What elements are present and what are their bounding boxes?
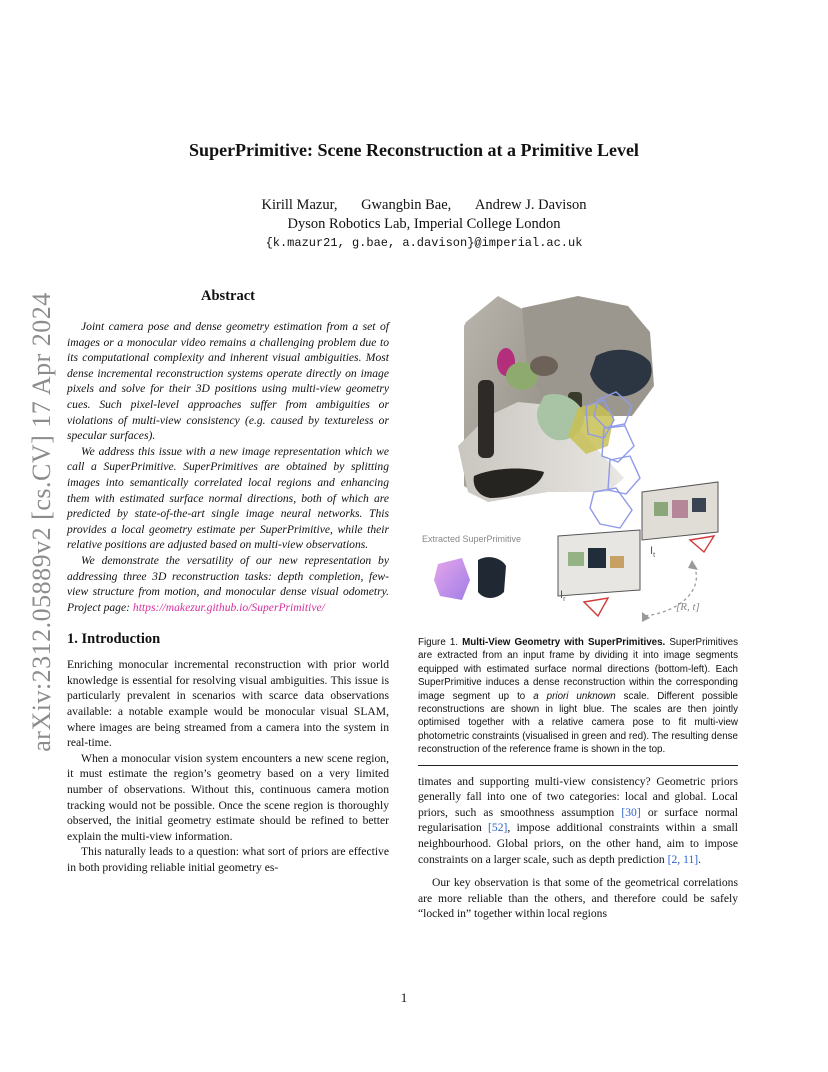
author-3: Andrew J. Davison	[474, 197, 587, 213]
left-column	[67, 288, 389, 876]
target-frame-label: $I_t$	[650, 545, 656, 559]
abstract-paragraph-2: We address this issue with a new image representation which we call a SuperPrimitive. SuperPrimitives are obtained by splitting images into semantically correlated local regions and enhancing them with estimated surface normal directions, both of which are predicted by state-of-the-art single image neural networks. This provides a local geometry estimate per SuperPrimitive, while their relative positions are adjusted based on multi-view observations.	[67, 444, 389, 552]
figure-1-caption	[418, 636, 738, 757]
right-paragraph-2: Our key observation is that some of the geometrical correlations are more reliable than the others, and therefore could be safely “locked in” together within local regions	[418, 876, 738, 921]
abstract-heading: Abstract	[201, 288, 255, 304]
introduction-heading: 1. Introduction	[67, 631, 161, 648]
intro-paragraph-3: This naturally leads to a question: what sort of priors are effective in both providing reliable initial geometry es-	[67, 845, 389, 874]
figure-divider	[418, 765, 738, 766]
author-2: Gwangbin Bae,	[361, 197, 452, 213]
project-page-link[interactable]: https://makezur.github.io/SuperPrimitive/	[132, 600, 325, 614]
target-camera-icon	[690, 536, 714, 552]
superprimitive-normals	[434, 558, 470, 600]
author-block	[0, 196, 828, 253]
arrow-head-bottom	[642, 612, 650, 622]
caption-text-a: SuperPrimitives are extracted from an input frame by dividing it into image segments equipped with estimated surface normal directions (bottom-left). Each SuperPrimitive induces a dense reconstruction within the corresponding image segment up to	[418, 637, 738, 702]
abstract-paragraph-1: Joint camera pose and dense geometry estimation from a set of images or a monocular video remains a challenging problem due to its computational complexity and inherent visual ambiguities. Most dense incremental reconstruction systems operate directly on image pixels and solve for their 3D positions using multi-view geometry cues. Such pixel-level approaches suffer from ambiguities or violations of multi-view consistency (e.g. caused by textureless or specular surfaces).	[67, 320, 389, 443]
intro-paragraph-2: When a monocular vision system encounters a new scene region, it must estimate the region’s geometry based on a very limited number of observations. Without this, continuous camera motion tracking would not be possible. Once the scene region is thoroughly observed, the initial geometry estimate should be refined to better explain the multi-view information.	[67, 751, 389, 843]
page-number: 1	[400, 990, 408, 1005]
reference-frame-object-3	[610, 556, 624, 568]
author-1: Kirill Mazur,	[261, 197, 338, 213]
reference-frame-object-2	[588, 548, 606, 568]
caption-italic: a priori unknown	[533, 690, 616, 702]
figure-1	[418, 296, 738, 622]
caption-text-b: scale. Different possible reconstructions are shown in light blue. The scales are then jointly optimised together with a relative camera pose to fit multi-view photometric constraints (visualised in green and red). The resulting dense reconstruction of the reference frame is shown in the top.	[418, 690, 738, 756]
abstract-paragraph-3-text: We demonstrate the versatility of our new representation by addressing three 3D reconstruction tasks: depth completion, few-view structure from motion, and monocular dense visual odometry. Project page:	[67, 553, 389, 614]
target-frame-object-2	[672, 500, 688, 518]
rolled-mat	[478, 380, 494, 458]
citation-52[interactable]: [52]	[488, 821, 508, 835]
affiliation: Dyson Robotics Lab, Imperial College London	[287, 216, 561, 232]
reference-frame-label: $I_r$	[560, 589, 566, 603]
reference-frame-object-1	[568, 552, 584, 566]
paper-title: SuperPrimitive: Scene Reconstruction at a Primitive Level	[189, 140, 639, 160]
target-frame	[642, 482, 718, 559]
right-column	[418, 296, 738, 922]
figure-1-illustration	[418, 296, 738, 622]
right-paragraph-1: timates and supporting multi-view consistency? Geometric priors generally fall into one of two categories: local and global. Local priors, such as smoothness assumption [30] or surface normal regularisation [52], impose additional constraints within a small neighbourhood. Global priors, on the other hand, aim to impose constraints on a larger scale, such as depth prediction [2, 11].	[418, 774, 739, 866]
author-emails: {k.mazur21, g.bae, a.davison}@imperial.ac.uk	[265, 236, 583, 250]
superprimitive-rgb	[478, 557, 506, 598]
target-frame-object-1	[654, 502, 668, 516]
extracted-superprimitive	[422, 534, 521, 600]
caption-label: Figure 1.	[418, 637, 459, 648]
citation-30[interactable]: [30]	[621, 805, 641, 819]
citation-11[interactable]: 11]	[683, 852, 699, 866]
target-frame-object-3	[692, 498, 706, 512]
caption-title: Multi-View Geometry with SuperPrimitives.	[462, 637, 666, 648]
citation-2[interactable]: [2,	[667, 852, 681, 866]
brown-object	[530, 356, 558, 376]
intro-paragraph-1: Enriching monocular incremental reconstruction with prior world knowledge is essential for resolving visual ambiguities. This issue is particularly prevalent in scenarios with scarce data observations available: a notable example would be monocular visual SLAM, where images are being streamed from a camera into the system in real-time.	[67, 658, 389, 750]
reference-frame	[558, 530, 640, 616]
arxiv-identifier: arXiv:2312.05889v2 [cs.CV] 17 Apr 2024	[27, 292, 57, 752]
reconstruction-pointcloud	[458, 296, 654, 528]
author-names	[20, 196, 828, 215]
extracted-superprimitive-label: Extracted SuperPrimitive	[422, 534, 522, 544]
abstract-paragraph-3	[67, 553, 389, 615]
relative-pose-label: [R, t]	[676, 601, 700, 613]
arrow-head-top	[688, 560, 698, 570]
